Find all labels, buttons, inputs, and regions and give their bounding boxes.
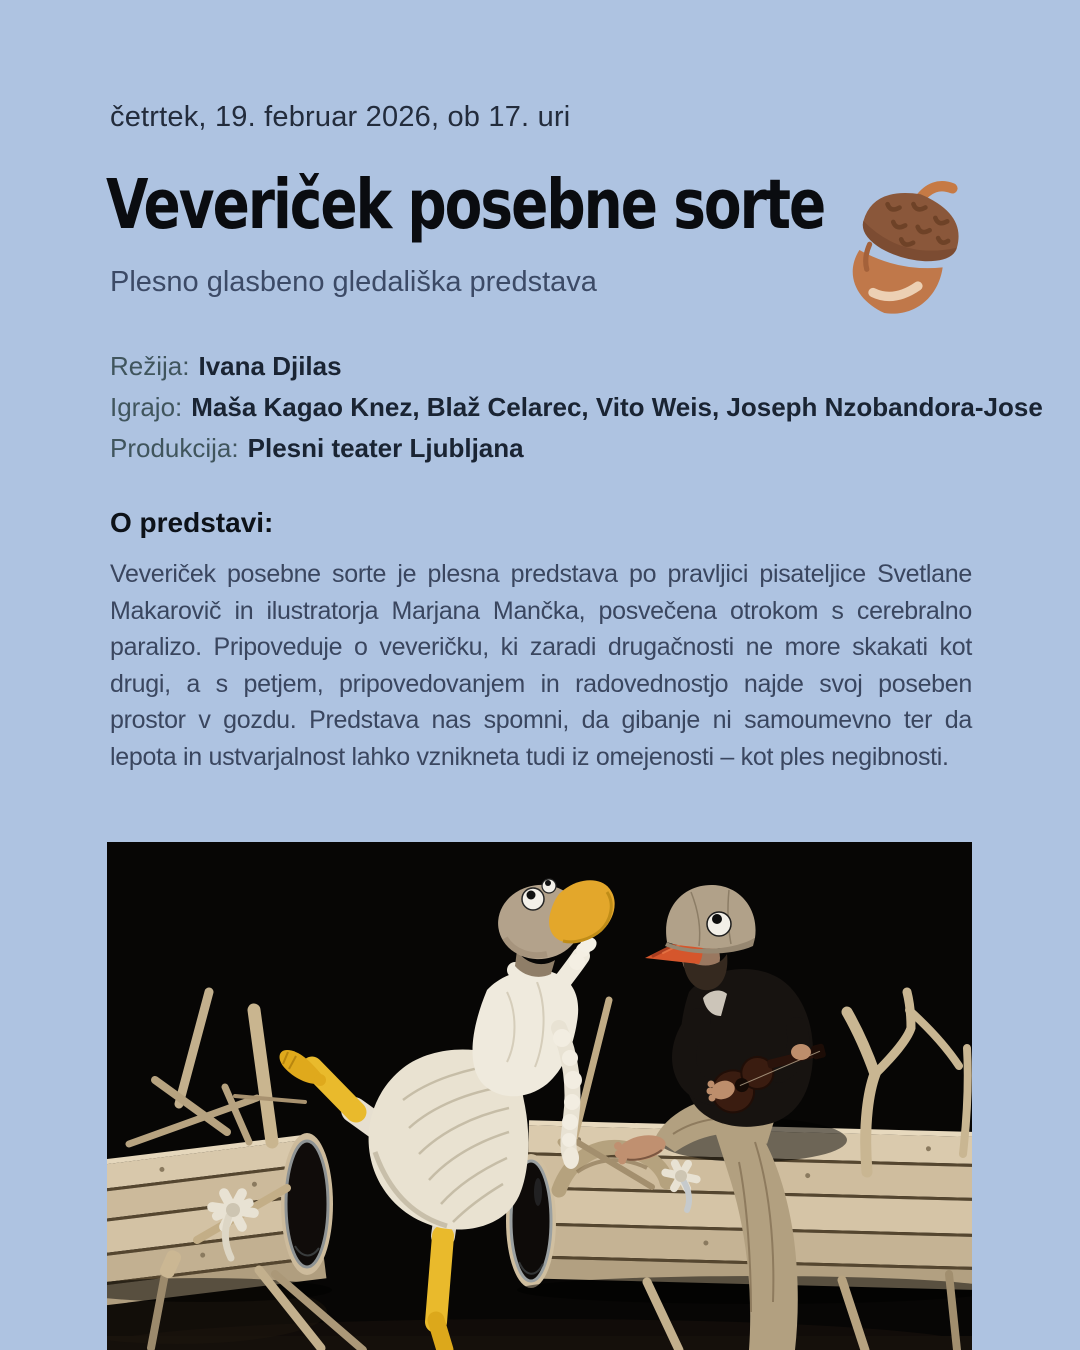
credit-label: Režija: bbox=[110, 351, 190, 381]
event-title: Veveriček posebne sorte bbox=[106, 166, 825, 246]
credit-label: Igrajo: bbox=[110, 392, 183, 422]
credit-label: Produkcija: bbox=[110, 433, 239, 463]
credit-cast bbox=[110, 392, 1070, 433]
credit-production bbox=[110, 433, 1070, 474]
credit-value: Maša Kagao Knez, Blaž Celarec, Vito Weis, Joseph Nzobandora-Jose bbox=[191, 392, 1043, 422]
credit-direction bbox=[110, 351, 1070, 392]
credit-value: Ivana Djilas bbox=[198, 351, 342, 381]
about-body: Veveriček posebne sorte je plesna predstava po pravljici pisateljice Svetlane Makarovič in ilustratorja Marjana Mančka, posvečena otrokom s cerebralno paralizo. Pripoveduje o veveričku, ki zaradi drugačnosti ne more skakati kot drugi, a s petjem, pripovedovanjem in radovednostjo najde svoj poseben prostor v gozdu. Predstava nas spomni, da gibanje ni samoumevno ter da lepota in ustvarjalnost lahko vznikneta tudi iz omejenosti – kot ples negibnosti. bbox=[110, 560, 972, 771]
performance-photo bbox=[107, 842, 972, 1350]
about-heading: O predstavi: bbox=[110, 507, 274, 538]
event-subtitle: Plesno glasbeno gledališka predstava bbox=[110, 266, 597, 298]
acorn-icon bbox=[843, 168, 973, 318]
credits-block bbox=[110, 351, 1070, 474]
credit-value: Plesni teater Ljubljana bbox=[247, 433, 524, 463]
event-date: četrtek, 19. februar 2026, ob 17. uri bbox=[110, 101, 571, 133]
